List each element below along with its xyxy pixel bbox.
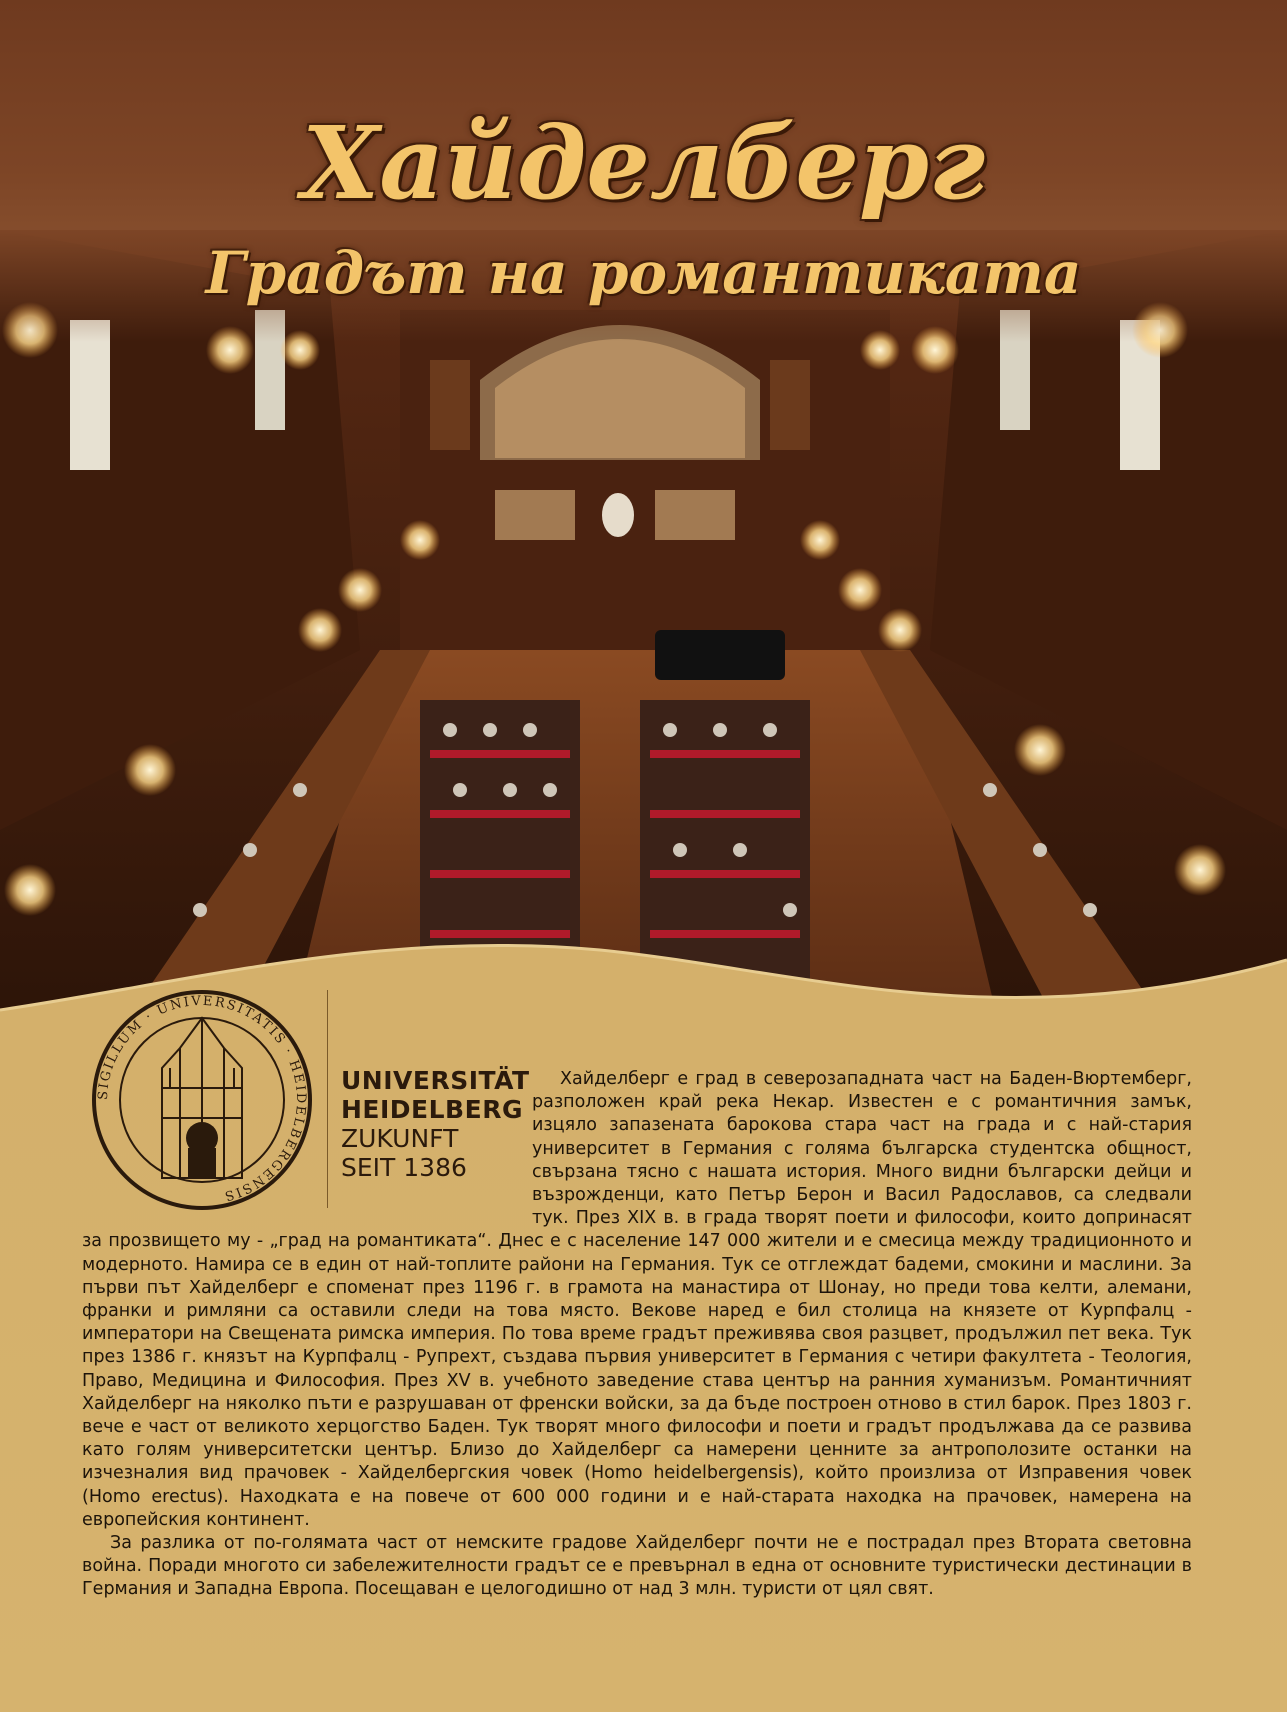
- article-paragraph-2: За разлика от по-голямата част от немските градове Хайделберг почти не е пострадал през Втората световна война. Поради многото си забележителности градът се е превърнал в една от основните туристически дестинации в Германия и Западна Европа. Посещаван е целогодишно от над 3 млн. туристи от цял свят.: [82, 1533, 1192, 1600]
- page-subtitle: Градът на романтиката: [205, 239, 1082, 307]
- article-paragraph-1: Хайделберг е град в северозападната част на Баден-Вюртемберг, разположен край река Некар. Известен е с романтичния замък, изцяло запазената барокова стара част на града и с най-стария университет в Германия с голяма българска студентска общност, свързана тясно с нашата история. Много видни български дейци и възрожденци, като Петър Берон и Васил Радославов, са следвали тук. През XIX в. в града творят поети и философи, които допринасят за прозвището му - „град на романтиката“. Днес е с население 147 000 жители и е смесица между традиционното и модерното. Намира се в един от най-топлите райони на Германия. Тук се отглеждат бадеми, смокини и маслини. За първи път Хайделберг е споменат през 1196 г. в грамота на манастира от Шонау, но преди това келти, алемани, франки и римляни са оставили следи на това място. Векове наред е бил столица на князете от Курпфалц - императори на Свещената римска империя. По това време градът преживява своя разцвет, продължил пет века. Тук през 1386 г. князът на Курпфалц - Рупрехт, създава първия университет в Германия с четири факултета - Теология, Право, Медицина и Философия. През XV в. учебното заведение става център на ранния хуманизъм. Романтичният Хайделберг на няколко пъти е разрушаван от френски войски, за да бъде построен отново в стил барок. През 1803 г. вече е част от великото херцогство Баден. Тук творят много философи и поети и градът продължава да се развива като голям университетски център. Близо до Хайделберг са намерени ценните за антрополозите останки на изчезналия вид прачовек - Хайделбергския човек (Homo heidelbergensis), който произлиза от Изправения човек (Homo erectus). Находката е на повече от 600 000 години и е най-старата находка на прачовек, намерена на европейския континент.: [82, 1069, 1192, 1530]
- wordmark-line-1: UNIVERSITÄT: [341, 1066, 530, 1095]
- wordmark-line-2: HEIDELBERG: [341, 1095, 523, 1124]
- svg-text:SIGILLUM · UNIVERSITATIS · HEI: SIGILLUM · UNIVERSITATIS · HEIDELBERGENSIS: [95, 993, 309, 1204]
- wordmark-line-3: ZUKUNFT: [341, 1124, 459, 1153]
- aula-photo: [0, 230, 1287, 1030]
- wordmark-line-4: SEIT 1386: [341, 1153, 467, 1182]
- page-title: Хайделберг: [301, 104, 986, 222]
- logo-float-space: [82, 1068, 532, 1212]
- article-body: [82, 1068, 1192, 1602]
